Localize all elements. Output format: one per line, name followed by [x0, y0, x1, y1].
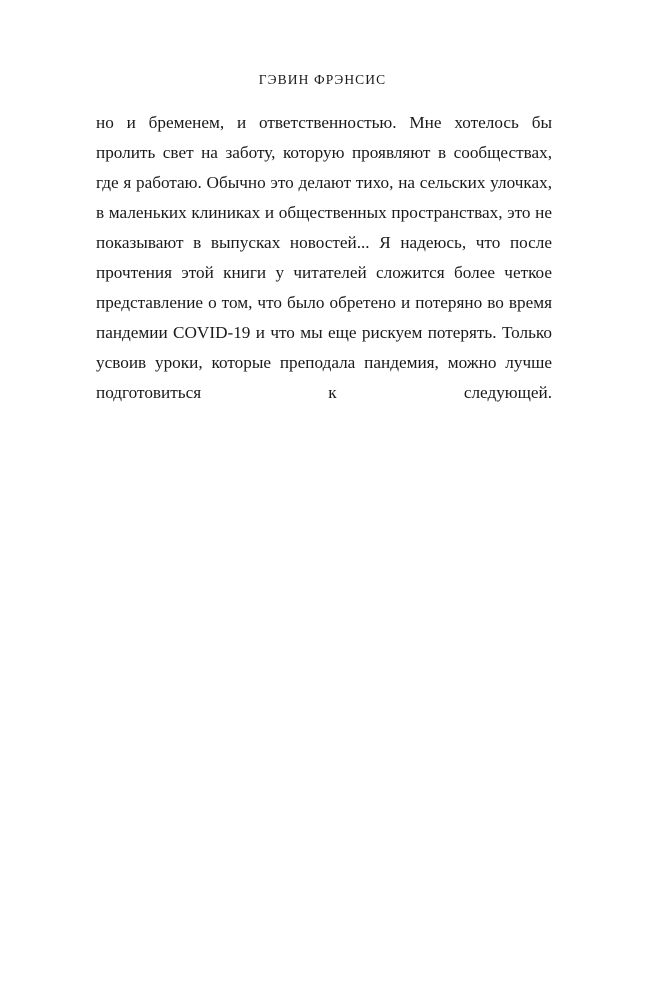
body-text-block [96, 108, 552, 438]
running-head: ГЭВИН ФРЭНСИС [258, 72, 387, 87]
body-paragraph: но и бременем, и ответственностью. Мне хотелось бы пролить свет на заботу, которую проявляют в сообществах, где я работаю. Обычно это делают тихо, на сельских улочках, в маленьких клиниках и общественных пространствах, это не показывают в выпусках новостей... Я надеюсь, что после прочтения этой книги у читателей сложится более четкое представление о том, что было обретено и потеряно во время пандемии COVID-19 и что мы еще рискуем потерять. Только усвоив уроки, которые преподала пандемия, можно лучше подготовиться к следующей. [96, 113, 552, 402]
